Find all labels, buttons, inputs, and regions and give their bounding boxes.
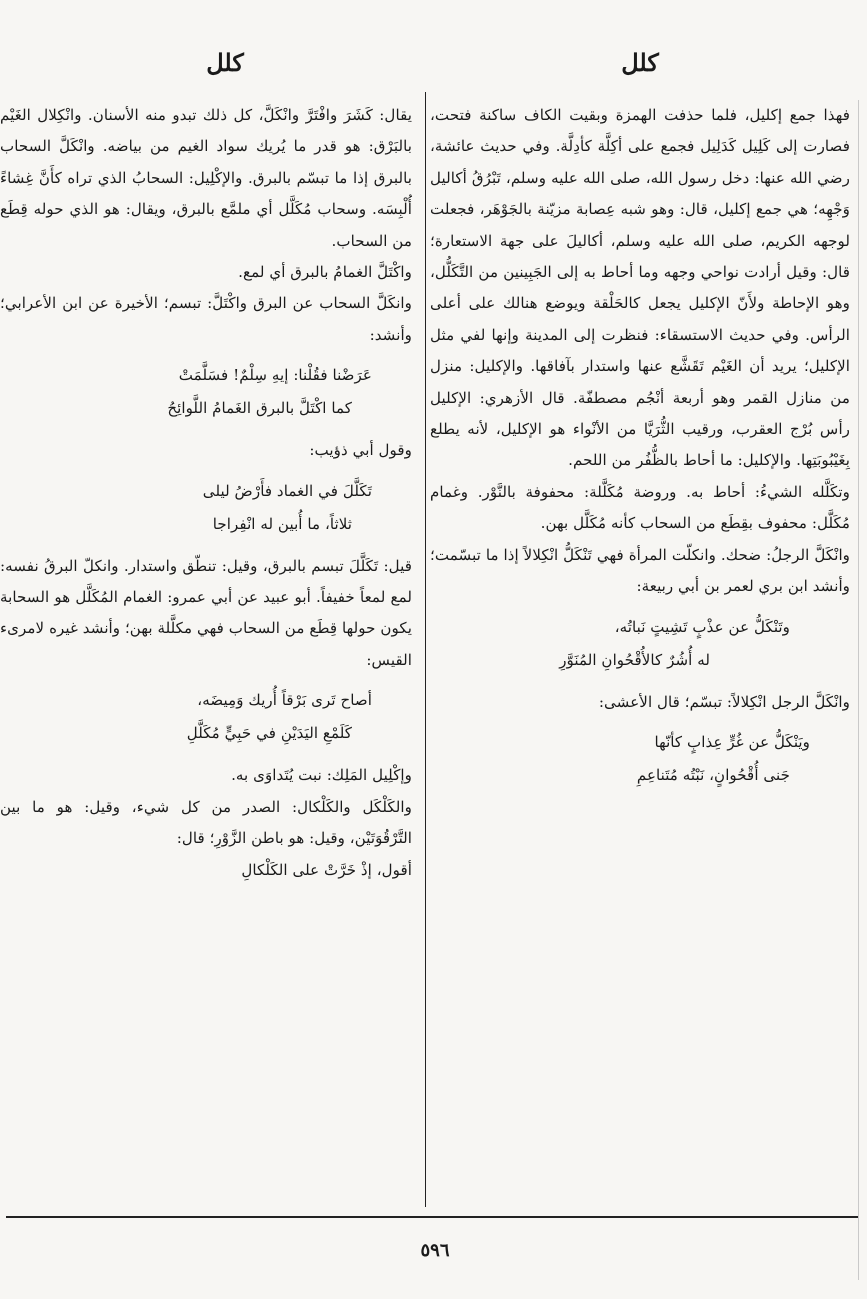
page-number: ٥٩٦ xyxy=(420,1240,450,1261)
verse-line: له أُشُرٌ كالأُقْحُوانِ المُنَوَّرِ xyxy=(559,650,710,669)
verse-line: كَلَمْعِ اليَدَيْنِ في حَبِيٍّ مُكَلَّلِ xyxy=(186,724,352,743)
verse xyxy=(0,475,412,541)
verse xyxy=(430,611,850,677)
paragraph: واكْتَلَّ الغمامُ بالبرق أي لمع. xyxy=(238,263,412,282)
verse xyxy=(0,684,412,750)
paragraph: وانْكَلَّ الرجلُ: ضحك. وانكلّت المرأة فهي تَنْكَلُّ انْكِلالاً إذا ما تبسّمت؛ وأنشد ابن بري لعمر بن أبي ربيعة: xyxy=(430,545,850,596)
left-column xyxy=(0,100,412,886)
verse-line: عَرَضْنا فقُلْنا: إيهِ سِلْمٌ! فسَلَّمَتْ xyxy=(178,366,372,385)
paragraph: وإكْلِيل المَلِك: نبت يُتَداوَى به. xyxy=(231,766,412,785)
paragraph: قيل: تَكَلَّلَ تبسم بالبرق، وقيل: تنطّق واستدار. وانكلّ البرقُ نفسه: لمع لمعاً خفيفاً. أبو عبيد عن أبي عمرو: الغمام المُكَلَّل هو السحابة يكون حولها قِطَع من السحاب فهي مكلَّلة بهن؛ وأنشد غيره لامرىء القيس: xyxy=(0,556,412,669)
verse xyxy=(0,359,412,425)
paragraph: فهذا جمع إكليل، فلما حذفت الهمزة وبقيت الكاف ساكنة فتحت، فصارت إلى كَلِيل كَدَلِيل فجمع على أكِلَّة كأدِلَّة. وفي حديث عائشة، رضي الله عنها: دخل رسول الله، صلى الله عليه وسلم، تَبْرُقُ أكاليل وَجْهِه؛ هي جمع إكليل، قال: وهو شبه عِصابة مزيّنة بالجَوْهَر، فجعلت لوجهه الكريم، صلى الله عليه وسلم، أكاليلَ على جهة الاستعارة؛ قال: وقيل أرادت نواحي وجهه وما أحاط به إلى الجَبِينين من التَّكَلُّل، وهو الإحاطة ولأَنّ الإكليل يجعل كالحَلْقة ويوضع هنالك على أعلى الرأس. وفي حديث الاستسقاء: فنظرت إلى المدينة وإنها لفي مثل الإكليل؛ يريد أن الغَيْم تَقَشَّع عنها واستدار بآفاقها. والإكليل: منزل من منازل القمر وهو أربعة أنْجُم مصطفّة. قال الأزهري: الإكليل رأس بُرْج العقرب، ورقيب الثُّرَيَّا من الأنْواء هو الإكليل، لأنه يطلع بِغَيْبُوبَتِها. والإكليل: ما أحاط بالظُّفُر من اللحم. xyxy=(430,106,850,470)
column-divider xyxy=(425,92,426,1207)
verse-line: ويَنْكَلُّ عن غُرٍّ عِذابٍ كأنّها xyxy=(654,732,810,751)
paragraph: يقال: كَشَرَ وافْتَرَّ وانْكَلَّ، كل ذلك تبدو منه الأسنان. وانْكِلال الغَيْم بالبَرْق: هو قدر ما يُريك سواد الغيم من بياضه. وانْكَلَّ السحاب بالبرق إذا ما تبسّم بالبرق. والإكْلِيل: السحابُ الذي تراه كأَنَّ غِشاءً أُلْبِسَه. وسحاب مُكَلَّل أي ملمَّع بالبرق، ويقال: هو الذي حوله قِطَع من السحاب. xyxy=(0,106,412,250)
running-head-left: كلل xyxy=(206,48,244,77)
verse-line: جَنى أُقْحُوانٍ، نَبْتُه مُتَناعِمِ xyxy=(636,765,790,784)
right-column xyxy=(430,100,850,802)
paragraph: وقول أبي ذؤيب: xyxy=(309,441,412,460)
verse-line: أقول، إذْ خَرَّتْ على الكَلْكالِ xyxy=(241,860,412,879)
verse-line: تَكَلَّلَ في الغماد فأَرْضُ ليلى xyxy=(202,481,372,500)
paragraph: وانْكَلَّ الرجل انْكِلالاً: تبسّم؛ قال الأعشى: xyxy=(598,692,850,711)
running-head-right: كلل xyxy=(621,48,659,77)
verse-line: أصاح تَرى بَرْقاً أُريك وَمِيضَه، xyxy=(197,691,372,710)
paragraph: والكَلْكَل والكَلْكال: الصدر من كل شيء، وقيل: هو ما بين التَّرْقُوَتَيْن، وقيل: هو باطن الزَّوْرِ؛ قال: xyxy=(0,797,412,848)
paragraph: وتكَلَّله الشيءُ: أحاط به. وروضة مُكَلَّلة: محفوفة بالنَّوْر. وغمام مُكَلَّل: محفوف بقِطَع من السحاب كأنه مُكَلَّل بهن. xyxy=(430,482,850,533)
footer-rule xyxy=(6,1216,858,1218)
page-edge-line xyxy=(858,100,859,1280)
verse xyxy=(430,726,850,792)
verse-line: كما اكْتَلَّ بالبرق الغَمامُ اللَّوائِحُ xyxy=(167,399,352,418)
paragraph: وانكَلَّ السحاب عن البرق واكْتَلَّ: تبسم؛ الأخيرة عن ابن الأعرابي؛ وأنشد: xyxy=(0,294,412,344)
verse-line: ثلاثاً، ما أُبين له انْفِراجا xyxy=(212,514,352,533)
verse-line: وتَنْكَلُّ عن عذْبٍ تَشِيتٍ نَباتُه، xyxy=(614,617,790,636)
